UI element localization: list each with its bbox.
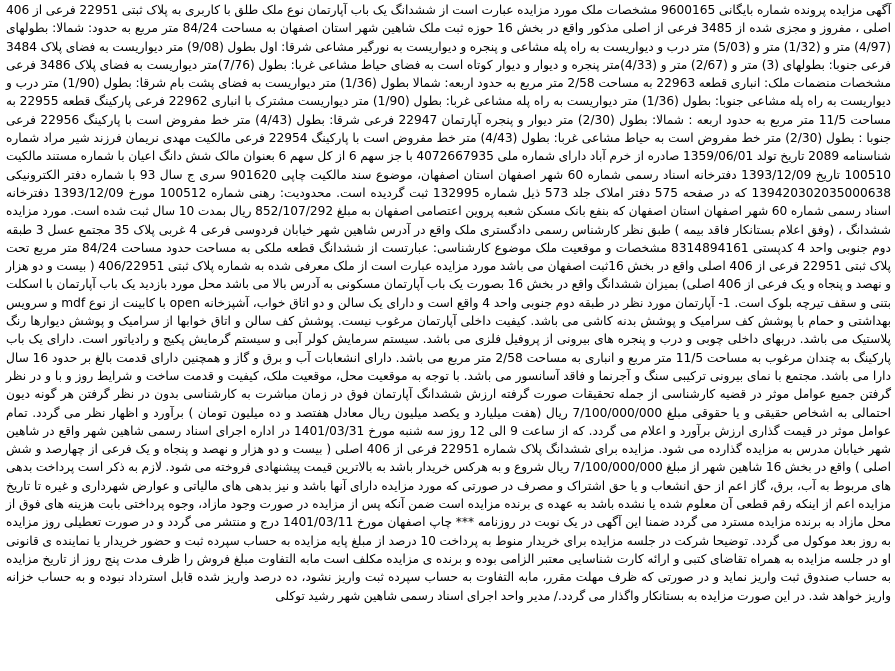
auction-notice-text: آگهی مزایده پرونده شماره بایگانی 9600165 مشخصات ملک مورد مزایده عبارت است از ششدانگ یک باب آپارتمان نوع ملک طلق با کاربری به پلاک ثبتی 22951 فرعی از 406 اصلی ، مفروز و مجزی شده از 3485 فرعی از اصلی مذکور واقع در بخش 16 حوزه ثبت ملک شاهین شهر استان اصفهان به مساحت 84/24 متر مربع به حدود: شمالا: بطولهای (4/97) متر و (1/32) متر و (5/03) متر درب و دیواریست به راه پله مشاعی و پنجره و دیواریست به نورگیر مشاعی شرقا: اول بطول (9/08) متر دیواریست به فضای پلاک 3484 فرعی جنوبا: بطولهای (3) متر و (2/67) متر و (4/33)متر پنجره و دیوار و دیوار کوتاه است به فضای حیاط مشاعی غربا: بطول (7/76)متر دیواریست به فضای پلاک 3486 فرعی مشخصات منضمات ملک: انباری قطعه 22963 به مساحت 2/58 متر مربع به حدود اربعه: شمالا بطول (1/36) متر دیواریست به فضای پشت بام شرقا: بطول (1/90) متر درب و دیواریست به راه پله مشاعی جنوبا: بطول (1/36) متر دیواریست به راه پله مشاعی غربا: بطول (1/90) متر دیواریست مشترک با انباری 22962 فرعی پارکینگ قطعه 22955 به مساحت 11/5 متر مربع به حدود اربعه : شمالا: بطول (2/30) متر دیوار و پنجره آپارتمان 22947 فرعی شرقا: بطول (4/43) متر خط مفروض است با پارکینگ 22956 فرعی جنوبا : بطول (2/30) متر خط مفروض است به حیاط مشاعی غربا: بطول (4/43) متر خط مفروض است با پارکینگ 22954 فرعی مالکیت مهدی نریمان فرزند شیر مراد شماره شناسنامه 2089 تاریخ تولد 1359/06/01 صادره از خرم آباد دارای شماره ملی 4072667935 با جز سهم 6 از کل سهم 6 بعنوان مالک شش دانگ اعیان با شماره مستند مالکیت 100510 تاریخ 1393/12/09 دفترخانه اسناد رسمی شماره 60 شهر اصفهان استان اصفهان، موضوع سند مالکیت چاپی 901620 سری ج سال 93 با شماره دفتر الکترونیکی 139420302035000638 که در صفحه 575 دفتر املاک جلد 573 ذیل شماره 132995 ثبت گردیده است. محدودیت: رهنی شماره 100512 مورخ 1393/12/09 دفترخانه اسناد رسمی شماره 60 شهر اصفهان استان اصفهان که بنفع بانک مسکن شعبه پروین اعتصامی اصفهان به مبلغ 852/107/292 ریال بمدت 10 سال ثبت شده است. مورد مزایده ششدانگ ، (وفق اعلام بستانکار فاقد بیمه ) طبق نظر کارشناس رسمی دادگستری ملک واقع در آدرس شاهین شهر خیابان فردوسی فرعی 4 غربی پلاک 35 مجتمع عسل 3 طبقه دوم جنوبی واحد 4 کدپستی 8314894161 مشخصات و موقعیت ملک موضوع کارشناسی: عبارتست از ششدانگ قطعه ملکی به مساحت حدود مساحت 84/24 متر مربع تحت پلاک ثبتی 22951 فرعی از 406 اصلی واقع در بخش 16ثبت اصفهان می باشد مورد مزایده عبارت است از ملک معرفی شده به شماره پلاک ثبتی 406/22951 ( بیست و دو هزار و نهصد و پنجاه و یک فرعی از 406 اصلی) بمیزان ششدانگ واقع در بخش 16 بصورت یک باب آپارتمان مسکونی به آدرس بالا می باشد محل مورد بازدید یک باب آپارتمان با اسکلت بتنی و سقف تیرچه بلوک است. 1- آپارتمان مورد نظر در طبقه دوم جنوبی واحد 4 واقع است و دارای یک سالن و دو اتاق خواب، آشپزخانه open با کابینت از نوع mdf و سرویس بهداشتی و حمام با پوشش کف سرامیک و پوشش بدنه کاشی می باشد. کیفیت داخلی آپارتمان مرغوب نیست. پوشش کف سالن و اتاق خوابها از سرامیک و پوشش دیوارها رنگ پلاستیک می باشد. دربهای داخلی چوبی و درب و پنجره های بیرونی از پروفیل فلزی می باشد. سیستم سرمایش کولر آبی و سیستم گرمایش پکیج و رادیاتور است. دارای یک باب پارکینگ به چندان مرغوب به مساحت 11/5 متر مربع و انباری به مساحت 2/58 متر مربع می باشد. دارای انشعابات آب و برق و گاز و همچنین دارای قدمت بالغ بر حدود 16 سال دارا می باشد. مجتمع با نمای بیرونی ترکیبی سنگ و آجرنما و فاقد آسانسور می باشد. با توجه به موقعیت محل، موقعیت ملک، کیفیت و قدمت ساخت و شرایط روز و با و در نظر گرفتن جمیع عوامل موثر در قضیه کارشناسی از جمله تحقیقات صورت گرفته ارزش ششدانگ آپارتمان فوق در زمان مباشرت به کارشناسی بدون در نظر گرفتن هر گونه دیون احتمالی به اشخاص حقیقی و یا حقوقی مبلغ 7/100/000/000 ریال (هفت میلیارد و یکصد میلیون ریال معادل هفتصد و ده میلیون تومان ) برآورد و اظهار نظر می گردد. تمام عوامل موثر در قیمت گذاری ارزش برآورد و اعلام می گردد. که از ساعت 9 الی 12 روز سه شنبه مورخ 1401/03/31 در اداره اجرای اسناد رسمی شاهین شهر واقع در شاهین شهر خیابان مدرس به مزایده گذارده می شود. مزایده برای ششدانگ پلاک شماره 22951 فرعی از 406 اصلی ( بیست و دو هزار و نهصد و پنجاه و یک فرعی از چهارصد و شش اصلی ) واقع در بخش 16 شاهین شهر از مبلغ 7/100/000/000 ریال شروع و به هرکس خریدار باشد به بالاترین قیمت پیشنهادی فروخته می شود. لازم به ذکر است پرداخت بدهی های مربوط به آب، برق، گاز اعم از حق انشعاب و یا حق اشتراک و مصرف در صورتی که مورد مزایده دارای آنها باشد و نیز بدهی های مالیاتی و عوارض شهرداری و غیره تا تاریخ مزایده اعم از اینکه رقم قطعی آن معلوم شده یا نشده باشد به عهده ی برنده مزایده است ضمن آنکه پس از مزایده در صورت وجود مازاد، وجوه پرداختی بابت هزینه های فوق از محل مازاد به برنده مزایده مسترد می گردد ضمنا این آگهی در یک نوبت در روزنامه *** چاپ اصفهان مورخ 1401/03/11 درج و منتشر می گردد و در صورت تعطیلی روز مزایده به روز بعد موکول می گردد. توضیحا شرکت در جلسه مزایده برای خریدار منوط به پرداخت 10 درصد از مبلغ پایه مزایده به حساب سپرده ثبت و حضور خریدار یا نماینده ی قانونی او در جلسه مزایده به همراه تقاضای کتبی و ارائه کارت شناسایی معتبر الزامی بوده و برنده ی مزایده مکلف است مابه التفاوت مبلغ فروش را ظرف مدت پنج روز از تاریخ مزایده به حساب صندوق ثبت واریز نماید و در صورتی که ظرف مهلت مقرر، مابه التفاوت به حساب سپرده ثبت واریز نشود، ده درصد واریز شده قابل استرداد نبوده و به حساب خزانه واریز خواهد شد. در این صورت مزایده به بستانکار واگذار می گردد./ مدیر واحد اجرای اسناد رسمی شاهین شهر رشید توکلی bbox=[6, 3, 892, 603]
